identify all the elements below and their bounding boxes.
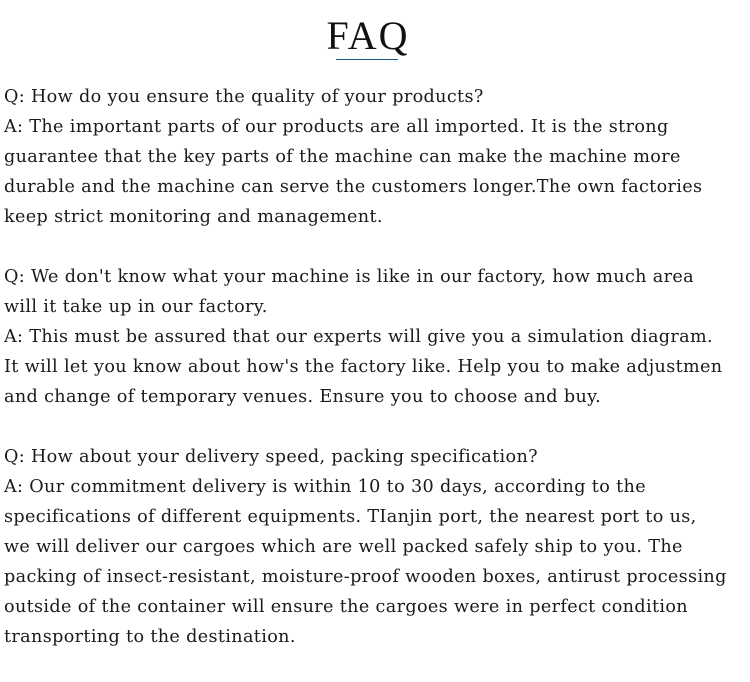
answer-text: A: The important parts of our products are all imported. It is the strong <box>4 117 669 137</box>
answer-text: It will let you know about how's the factory like. Help you to make adjustmen <box>4 357 723 377</box>
answer-text: and change of temporary venues. Ensure you to choose and buy. <box>4 387 602 407</box>
page-title: FAQ <box>326 13 410 58</box>
question-text: Q: How about your delivery speed, packing specification? <box>4 447 538 467</box>
faq-item-quality <box>4 82 750 232</box>
faq-item-factory-area <box>4 262 750 412</box>
faq-item-delivery <box>4 442 750 652</box>
question-text: Q: How do you ensure the quality of your products? <box>4 87 484 107</box>
title-underline <box>336 59 398 60</box>
answer-text: transporting to the destination. <box>4 627 296 647</box>
question-text: will it take up in our factory. <box>4 297 268 317</box>
answer-text: A: This must be assured that our experts will give you a simulation diagram. <box>4 327 713 347</box>
answer-text: guarantee that the key parts of the machine can make the machine more <box>4 147 681 167</box>
question-text: Q: We don't know what your machine is like in our factory, how much area <box>4 267 694 287</box>
answer-text: specifications of different equipments. TIanjin port, the nearest port to us, <box>4 507 697 527</box>
answer-text: keep strict monitoring and management. <box>4 207 383 227</box>
faq-header <box>0 14 736 58</box>
answer-text: outside of the container will ensure the cargoes were in perfect condition <box>4 597 688 617</box>
answer-text: durable and the machine can serve the customers longer.The own factories <box>4 177 703 197</box>
faq-list <box>4 82 750 682</box>
answer-text: A: Our commitment delivery is within 10 to 30 days, according to the <box>4 477 646 497</box>
answer-text: we will deliver our cargoes which are well packed safely ship to you. The <box>4 537 683 557</box>
answer-text: packing of insect-resistant, moisture-proof wooden boxes, antirust processing <box>4 567 727 587</box>
